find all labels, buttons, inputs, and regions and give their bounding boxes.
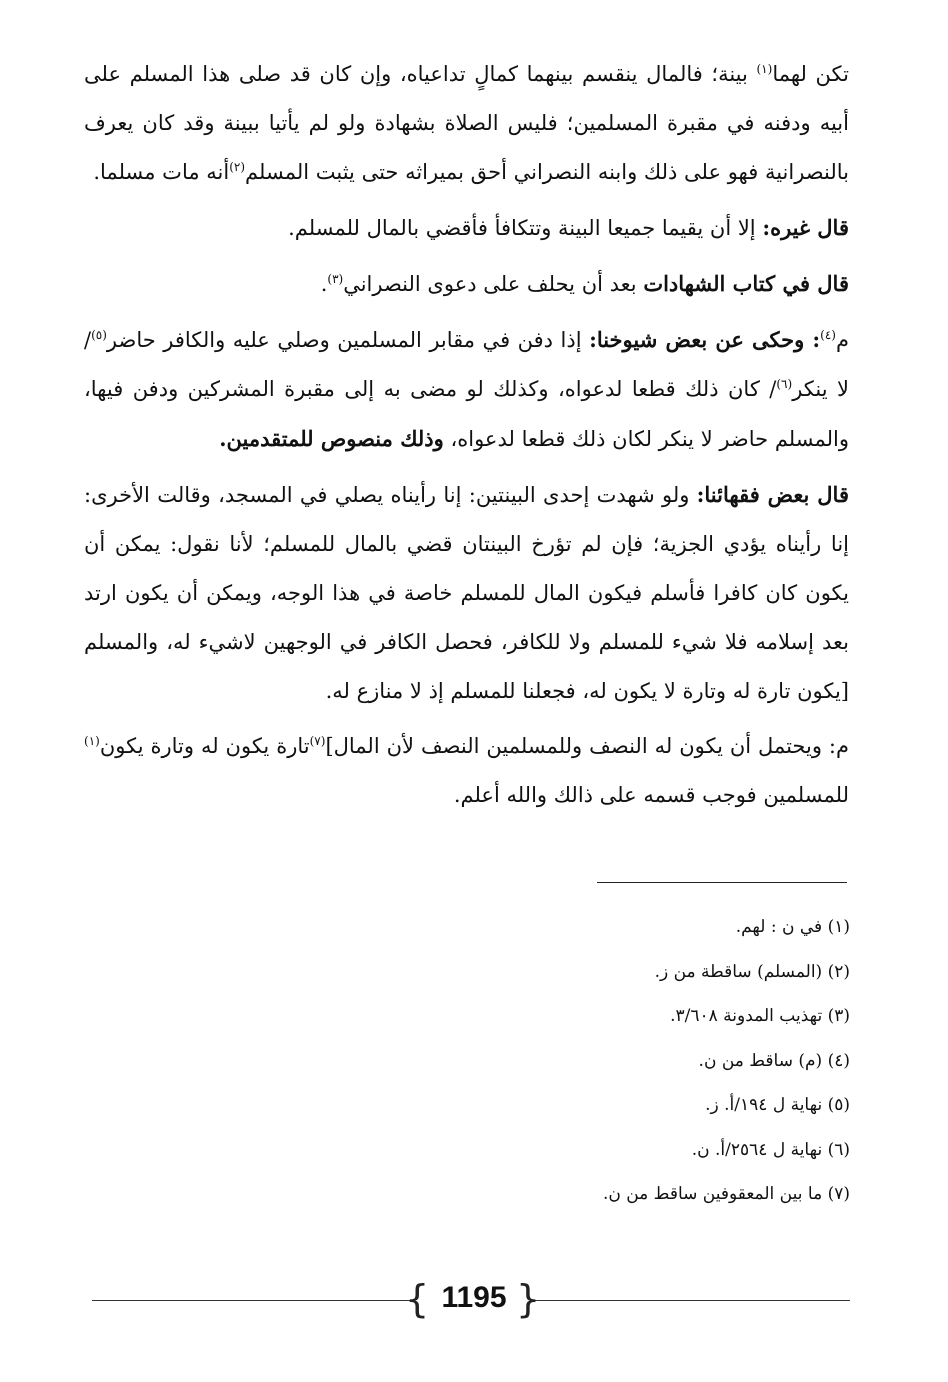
- paragraph-5: [84, 470, 849, 716]
- text-run: .: [320, 272, 328, 296]
- page-number-bracket-left: {: [405, 1277, 430, 1321]
- text-run: / كان ذلك قطعا لدعواه، وكذلك لو مضى به إلى مقبرة المشركين ودفن فيها، والمسلم حاضر لا ينكر لكان ذلك قطعا لدعواه،: [84, 377, 849, 451]
- text-run: ولو شهدت إحدى البينتين: إنا رأيناه يصلي في المسجد، وقالت الأخرى: إنا رأيناه يؤدي الجزية؛ فإن لم تؤرخ البينتان قضي بالمال للمسلم؛ لأنا نقول: يمكن أن يكون كان كافرا فأسلم فيكون المال للمسلم خاصة في هذا الوجه، ويمكن أن يكون ارتد بعد إسلامه فلا شيء للمسلم ولا للكافر، فحصل الكافر في الوجهين لاشيء له، والمسلم [يكون تارة له وتارة لا يكون له، فجعلنا للمسلم إذ لا منازع له.: [84, 483, 849, 703]
- footnote-6: (٦) نهاية ل ٢٥٦٤/أ. ن.: [691, 1139, 850, 1160]
- text-run: للمسلمين فوجب قسمه على ذالك والله أعلم.: [453, 783, 849, 807]
- footnote-ref: (١): [84, 734, 100, 748]
- text-run: بينة؛ فالمال ينقسم بينهما كمالٍ تداعياه، وإن كان قد صلى هذا المسلم على أبيه ودفنه في مقبرة المسلمين؛ فليس الصلاة بشهادة ولو لم يأتيا ببينة وقد كان يعرف بالنصرانية فهو على ذلك وابنه النصراني أحق بميراثه حتى يثبت المسلم: [84, 62, 849, 184]
- footnote-ref: (٥): [91, 328, 107, 342]
- footnote-5: (٥) نهاية ل ١٩٤/أ. ز.: [705, 1095, 850, 1115]
- main-text: [84, 50, 849, 826]
- footnote-4: (٤) (م) ساقط من ن.: [698, 1050, 850, 1071]
- paragraph-4: [84, 315, 849, 464]
- footnote-ref: (٦): [776, 377, 793, 391]
- text-run: تكن لهما: [772, 62, 849, 86]
- paragraph-6: [84, 722, 849, 820]
- footnote-2: (٢) (المسلم) ساقطة من ز.: [654, 961, 850, 982]
- footnote-ref: (١): [756, 62, 773, 76]
- bold-text: قال غيره:: [762, 215, 849, 240]
- bold-text: قال في كتاب الشهادات: [643, 271, 849, 296]
- page-number-rule-right: [530, 1300, 850, 1301]
- page-number-bracket-right: }: [516, 1277, 541, 1321]
- text-run: / لا ينكر: [84, 328, 849, 401]
- bold-text: وذلك منصوص للمتقدمين.: [219, 426, 444, 451]
- footnote-ref: (٢): [229, 160, 246, 174]
- bold-text: : وحكى عن بعض شيوخنا:: [589, 327, 821, 352]
- footnote-ref: (٧): [309, 734, 326, 748]
- footnote-separator: [597, 882, 847, 883]
- text-run: إذا دفن في مقابر المسلمين وصلي عليه والكافر حاضر: [106, 328, 590, 352]
- footnote-ref: (٤): [820, 328, 836, 342]
- footnote-7: (٧) ما بين المعقوفين ساقط من ن.: [602, 1184, 850, 1204]
- paragraph-1: [84, 50, 849, 197]
- page-number: 1195: [441, 1281, 507, 1314]
- paragraph-3: [84, 259, 849, 309]
- page-number-rule-left: [92, 1300, 410, 1301]
- footnotes: [120, 905, 850, 1217]
- text-run: أنه مات مسلما.: [93, 160, 230, 184]
- text-run: م: [835, 328, 849, 352]
- bold-text: قال بعض فقهائنا:: [696, 482, 849, 507]
- text-run: بعد أن يحلف على دعوى النصراني: [343, 272, 644, 296]
- paragraph-2: [84, 203, 849, 253]
- footnote-ref: (٣): [327, 272, 344, 286]
- footnote-3: (٣) تهذيب المدونة ٣/٦٠٨.: [670, 1006, 850, 1026]
- footnote-1: (١) في ن : لهم.: [735, 917, 850, 937]
- text-run: إلا أن يقيما جميعا البينة وتتكافأ فأقضي بالمال للمسلم.: [288, 216, 763, 240]
- text-run: م: ويحتمل أن يكون له النصف وللمسلمين النصف لأن المال]: [325, 734, 849, 758]
- text-run: تارة يكون له وتارة يكون: [99, 734, 310, 758]
